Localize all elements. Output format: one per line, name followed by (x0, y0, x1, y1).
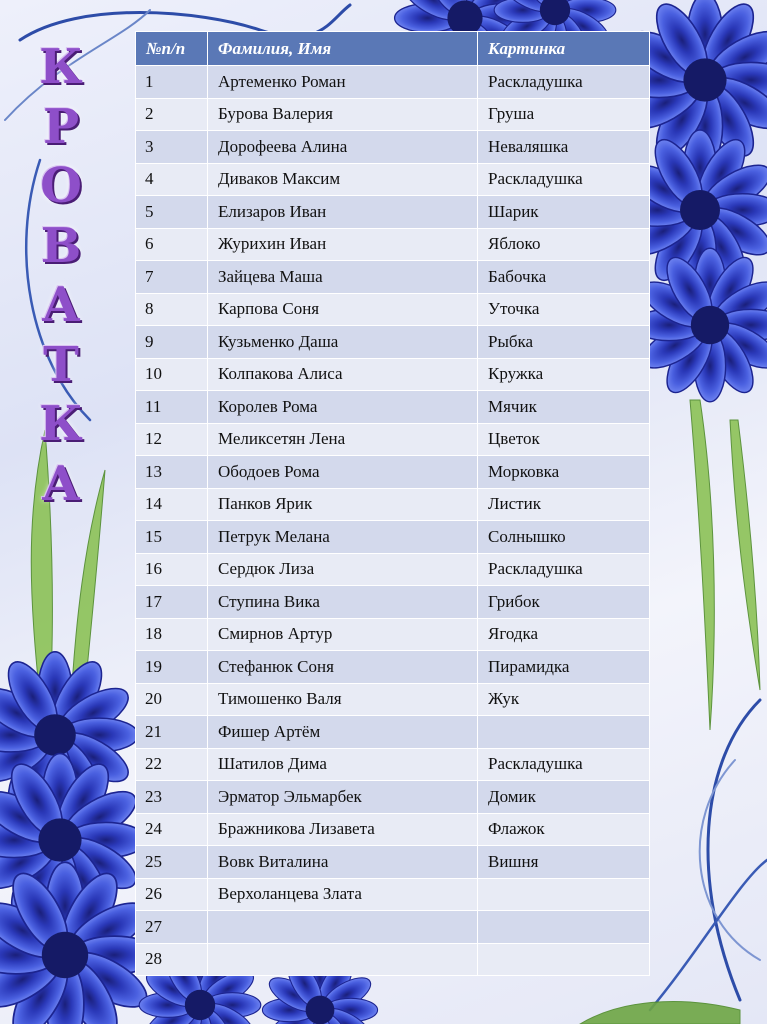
cell-name: Сердюк Лиза (208, 553, 478, 586)
cell-picture: Грибок (478, 586, 650, 619)
title-letter: А (41, 455, 81, 512)
table-row (136, 326, 650, 359)
cell-picture: Морковка (478, 456, 650, 489)
cell-name: Вовк Виталина (208, 846, 478, 879)
table-row (136, 456, 650, 489)
table-row (136, 553, 650, 586)
table-row (136, 748, 650, 781)
table-row (136, 423, 650, 456)
title-letter: О (40, 158, 82, 214)
table-row (136, 846, 650, 879)
cell-picture: Груша (478, 98, 650, 131)
title-letter: В (40, 217, 82, 274)
cell-picture: Пирамидка (478, 651, 650, 684)
cell-picture: Уточка (478, 293, 650, 326)
cell-picture: Ягодка (478, 618, 650, 651)
cell-picture: Яблоко (478, 228, 650, 261)
cell-number: 9 (136, 326, 208, 359)
cell-number: 13 (136, 456, 208, 489)
cell-name: Зайцева Маша (208, 261, 478, 294)
cell-picture: Раскладушка (478, 553, 650, 586)
table-row (136, 131, 650, 164)
cell-number: 23 (136, 781, 208, 814)
cell-number: 1 (136, 66, 208, 99)
cell-number: 2 (136, 98, 208, 131)
cell-name: Артеменко Роман (208, 66, 478, 99)
cell-number: 28 (136, 943, 208, 976)
table-row (136, 163, 650, 196)
table-row (136, 261, 650, 294)
cell-picture: Жук (478, 683, 650, 716)
table-row (136, 293, 650, 326)
cell-number: 27 (136, 911, 208, 944)
cell-name: Эрматор Эльмарбек (208, 781, 478, 814)
cell-picture: Раскладушка (478, 66, 650, 99)
cell-name: Бражникова Лизавета (208, 813, 478, 846)
cell-name: Фишер Артём (208, 716, 478, 749)
table-row (136, 228, 650, 261)
cell-name: Диваков Максим (208, 163, 478, 196)
table-row (136, 943, 650, 976)
cell-number: 4 (136, 163, 208, 196)
cell-number: 18 (136, 618, 208, 651)
table-row (136, 813, 650, 846)
cell-name: Петрук Мелана (208, 521, 478, 554)
cell-picture: Вишня (478, 846, 650, 879)
cell-number: 15 (136, 521, 208, 554)
table-row (136, 683, 650, 716)
cell-picture (478, 911, 650, 944)
title-letter: К (39, 39, 83, 95)
title-letter: А (41, 277, 81, 333)
cell-picture: Мячик (478, 391, 650, 424)
cell-picture: Раскладушка (478, 163, 650, 196)
cell-picture: Флажок (478, 813, 650, 846)
cell-number: 5 (136, 196, 208, 229)
cell-number: 10 (136, 358, 208, 391)
cell-number: 12 (136, 423, 208, 456)
cell-number: 20 (136, 683, 208, 716)
cell-name (208, 911, 478, 944)
table-row (136, 521, 650, 554)
cell-name: Тимошенко Валя (208, 683, 478, 716)
cell-name: Королев Рома (208, 391, 478, 424)
table-row (136, 98, 650, 131)
cell-picture (478, 716, 650, 749)
cell-name: Карпова Соня (208, 293, 478, 326)
table-body (136, 66, 650, 976)
cell-number: 21 (136, 716, 208, 749)
cell-name: Стефанюк Соня (208, 651, 478, 684)
cell-number: 11 (136, 391, 208, 424)
cell-number: 17 (136, 586, 208, 619)
title-letter: Р (42, 98, 80, 155)
table-row (136, 358, 650, 391)
cell-name (208, 943, 478, 976)
cell-picture (478, 943, 650, 976)
cell-picture: Неваляшка (478, 131, 650, 164)
table-row (136, 66, 650, 99)
cell-name: Журихин Иван (208, 228, 478, 261)
cell-name: Шатилов Дима (208, 748, 478, 781)
title-letter: К (39, 396, 83, 452)
cell-picture: Рыбка (478, 326, 650, 359)
table-row (136, 586, 650, 619)
table-row (136, 878, 650, 911)
cell-picture: Кружка (478, 358, 650, 391)
table-row (136, 781, 650, 814)
cell-number: 8 (136, 293, 208, 326)
student-roster-table (135, 31, 650, 976)
table-row (136, 716, 650, 749)
cell-name: Верхоланцева Злата (208, 878, 478, 911)
table-row (136, 651, 650, 684)
table-row (136, 618, 650, 651)
cell-number: 16 (136, 553, 208, 586)
cell-name: Ступина Вика (208, 586, 478, 619)
table-row (136, 391, 650, 424)
cell-number: 3 (136, 131, 208, 164)
table-row (136, 196, 650, 229)
cell-name: Дорофеева Алина (208, 131, 478, 164)
cell-name: Елизаров Иван (208, 196, 478, 229)
cell-name: Панков Ярик (208, 488, 478, 521)
title-letter: Т (43, 336, 79, 393)
cell-name: Смирнов Артур (208, 618, 478, 651)
table-row (136, 488, 650, 521)
cell-picture: Листик (478, 488, 650, 521)
cell-number: 19 (136, 651, 208, 684)
cell-picture: Домик (478, 781, 650, 814)
table-header-row (136, 32, 650, 66)
table-row (136, 911, 650, 944)
cell-number: 6 (136, 228, 208, 261)
cell-name: Кузьменко Даша (208, 326, 478, 359)
cell-number: 7 (136, 261, 208, 294)
cell-name: Меликсетян Лена (208, 423, 478, 456)
cell-picture: Солнышко (478, 521, 650, 554)
cell-number: 25 (136, 846, 208, 879)
column-header-number: №п/п (136, 32, 208, 66)
vertical-title (30, 38, 92, 514)
cell-picture: Цветок (478, 423, 650, 456)
cell-number: 14 (136, 488, 208, 521)
cell-picture (478, 878, 650, 911)
cell-picture: Шарик (478, 196, 650, 229)
cell-number: 24 (136, 813, 208, 846)
cell-number: 22 (136, 748, 208, 781)
cell-picture: Раскладушка (478, 748, 650, 781)
cell-name: Бурова Валерия (208, 98, 478, 131)
column-header-picture: Картинка (478, 32, 650, 66)
column-header-name: Фамилия, Имя (208, 32, 478, 66)
cell-picture: Бабочка (478, 261, 650, 294)
cell-name: Колпакова Алиса (208, 358, 478, 391)
cell-number: 26 (136, 878, 208, 911)
cell-name: Ободоев Рома (208, 456, 478, 489)
